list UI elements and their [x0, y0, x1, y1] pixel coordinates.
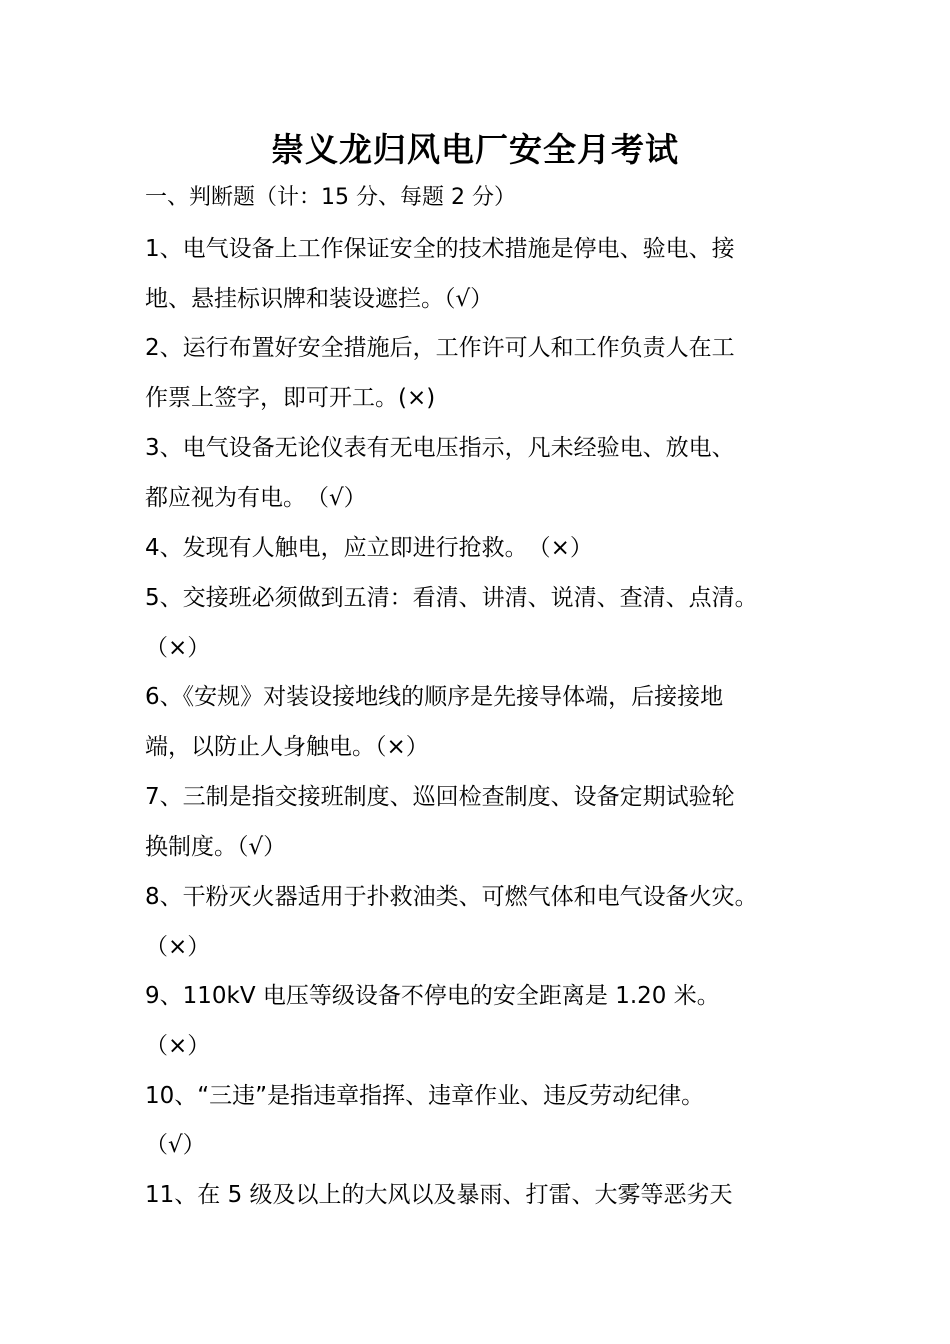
question-line: 11、在 5 级及以上的大风以及暴雨、打雷、大雾等恶劣天 [145, 1182, 733, 1208]
document-title: 崇义龙归风电厂安全月考试 [271, 130, 679, 169]
question-line: 9、110kV 电压等级设备不停电的安全距离是 1.20 米。 [145, 983, 720, 1009]
question-line: （×） [145, 635, 211, 661]
question-line: （×） [145, 1033, 211, 1059]
question-line: 端，以防止人身触电。（×） [145, 734, 429, 760]
question-line: 10、“三违”是指违章指挥、违章作业、违反劳动纪律。 [145, 1083, 705, 1109]
section-heading: 一、判断题（计：15 分、每题 2 分） [145, 185, 516, 210]
question-line: 都应视为有电。 （√） [145, 485, 367, 511]
question-line: 1、电气设备上工作保证安全的技术措施是停电、验电、接 [145, 236, 735, 262]
question-line: 换制度。（√） [145, 834, 287, 860]
question-line: 6、《安规》对装设接地线的顺序是先接导体端，后接接地 [145, 684, 724, 710]
question-line: 3、电气设备无论仪表有无电压指示，凡未经验电、放电、 [145, 435, 735, 461]
question-line: 地、悬挂标识牌和装设遮拦。（√） [145, 286, 494, 312]
question-line: （×） [145, 934, 211, 960]
question-line: 8、干粉灭火器适用于扑救油类、可燃气体和电气设备火灾。 [145, 884, 758, 910]
question-line: 7、三制是指交接班制度、巡回检查制度、设备定期试验轮 [145, 784, 735, 810]
question-line: 2、运行布置好安全措施后，工作许可人和工作负责人在工 [145, 335, 735, 361]
question-line: 作票上签字，即可开工。(×) [145, 385, 436, 411]
question-line: 5、交接班必须做到五清：看清、讲清、说清、查清、点清。 [145, 585, 758, 611]
question-line: 4、发现有人触电，应立即进行抢救。 （×） [145, 535, 593, 561]
question-line: （√） [145, 1132, 206, 1158]
